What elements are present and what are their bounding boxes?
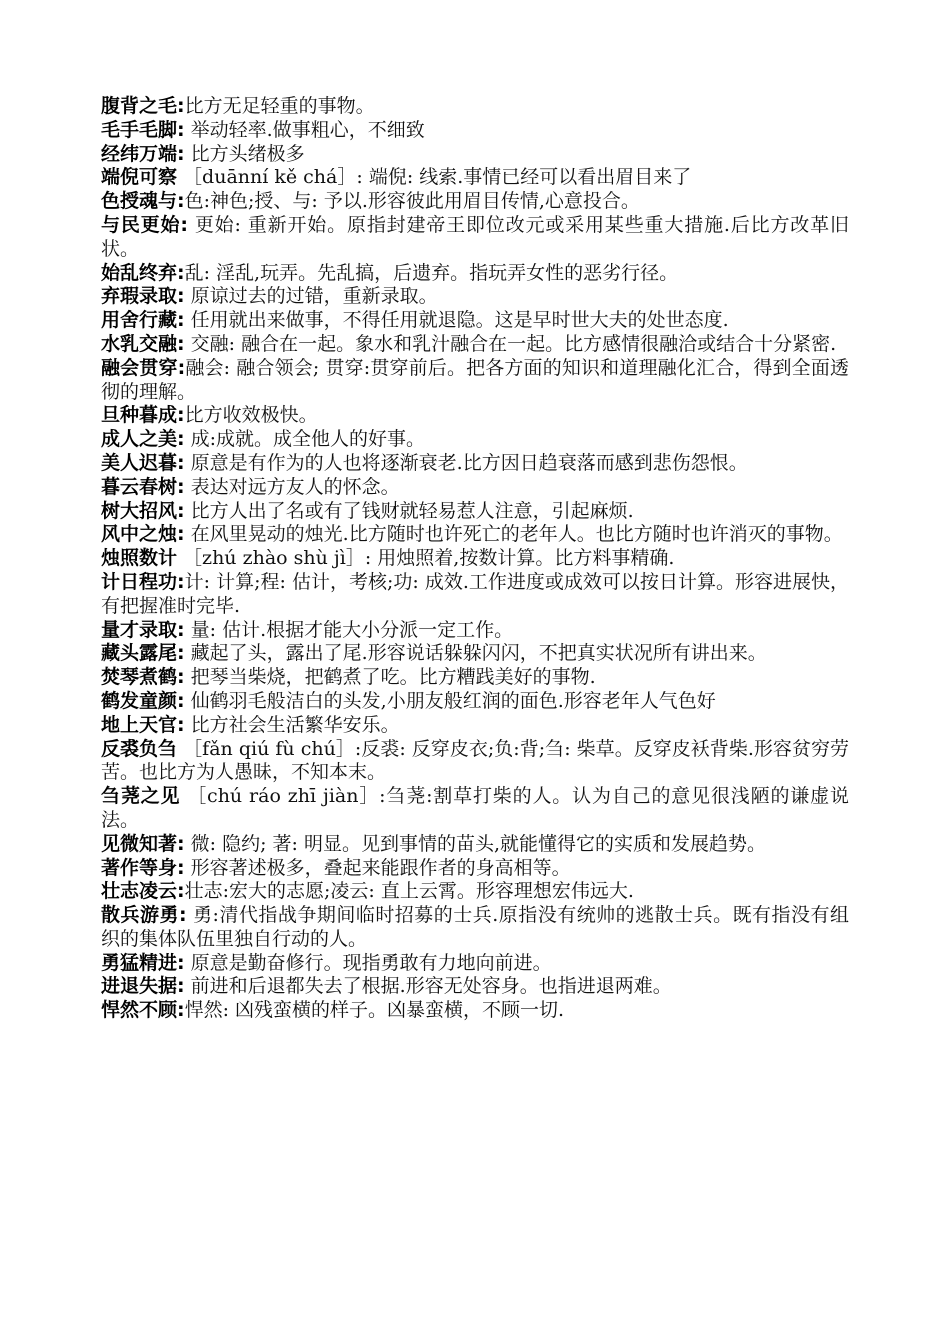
idiom-entry [101, 880, 849, 904]
idiom-term: 地上天官: [101, 713, 185, 736]
idiom-term: 毛手毛脚: [101, 118, 185, 141]
idiom-entry [101, 476, 849, 500]
idiom-entry [101, 975, 849, 999]
idiom-definition: 把琴当柴烧，把鹤煮了吃。比方糟践美好的事物. [184, 666, 596, 689]
idiom-term: 端倪可察 [101, 166, 178, 189]
idiom-term: 进退失据: [101, 975, 185, 998]
idiom-entry [101, 666, 849, 690]
idiom-term: 计日程功: [101, 570, 185, 593]
idiom-entry [101, 904, 849, 952]
idiom-term: 树大招风: [101, 499, 185, 522]
idiom-definition: 比方收效极快。 [184, 404, 318, 427]
idiom-term: 烛照数计 [101, 547, 178, 570]
idiom-term: 著作等身: [101, 856, 185, 879]
idiom-entry [101, 95, 849, 119]
idiom-definition: 在风里晃动的烛光.比方随时也许死亡的老年人。也比方随时也许消灭的事物。 [184, 523, 843, 546]
idiom-term: 反裘负刍 [101, 737, 178, 760]
idiom-definition: 更始: 重新开始。原指封建帝王即位改元或采用某些重大措施.后比方改革旧状。 [101, 213, 849, 260]
idiom-definition: ［fǎn qiú fù chú］:反裘: 反穿皮衣;负:背;刍: 柴草。反穿皮袄背柴.形容贫穷劳苦。也比方为人愚昧，不知本末。 [101, 737, 849, 784]
idiom-entry [101, 404, 849, 428]
idiom-entry [101, 571, 849, 619]
idiom-entry [101, 452, 849, 476]
idiom-term: 见微知著: [101, 832, 185, 855]
idiom-definition: 前进和后退都失去了根据.形容无处容身。也指进退两难。 [184, 975, 672, 998]
idiom-entry [101, 547, 849, 571]
idiom-term: 鹤发童颜: [101, 689, 185, 712]
idiom-definition: 比方无足轻重的事物。 [184, 95, 375, 117]
idiom-term: 色授魂与: [101, 190, 185, 213]
idiom-entry [101, 500, 849, 524]
idiom-definition: 形容著述极多，叠起来能跟作者的身高相等。 [184, 856, 571, 879]
idiom-entry [101, 166, 849, 190]
idiom-list [101, 95, 849, 1023]
idiom-entry [101, 119, 849, 143]
idiom-definition: 成:成就。成全他人的好事。 [184, 428, 426, 451]
idiom-definition: 比方社会生活繁华安乐。 [184, 713, 400, 736]
idiom-definition: 原意是勤奋修行。现指勇敢有力地向前进。 [184, 951, 552, 974]
idiom-entry [101, 333, 849, 357]
idiom-definition: 色:神色;授、与: 予以.形容彼此用眉目传情,心意投合。 [184, 190, 640, 213]
idiom-term: 用舍行藏: [101, 309, 185, 332]
idiom-term: 成人之美: [101, 428, 185, 451]
idiom-entry [101, 309, 849, 333]
idiom-term: 与民更始: [101, 213, 188, 236]
idiom-term: 旦种暮成: [101, 404, 185, 427]
idiom-definition: 微: 隐约; 著: 明显。见到事情的苗头,就能懂得它的实质和发展趋势。 [184, 832, 767, 855]
idiom-term: 散兵游勇: [101, 904, 187, 927]
idiom-definition: 悍然: 凶残蛮横的样子。凶暴蛮横，不顾一切. [184, 999, 565, 1022]
idiom-entry [101, 785, 849, 833]
idiom-definition: 勇:清代指战争期间临时招募的士兵.原指没有统帅的逃散士兵。既有指没有组织的集体队伍里独自行动的人。 [101, 904, 849, 950]
idiom-definition: 比方人出了名或有了钱财就轻易惹人注意，引起麻烦. [184, 499, 634, 522]
idiom-definition: 融会: 融合领会; 贯穿:贯穿前后。把各方面的知识和道理融化汇合，得到全面透彻的理解。 [101, 356, 849, 403]
idiom-entry [101, 690, 849, 714]
idiom-entry [101, 523, 849, 547]
idiom-definition: 量: 估计.根据才能大小分派一定工作。 [184, 618, 514, 641]
idiom-definition: ［duānní kě chá］: 端倪: 线索.事情已经可以看出眉目来了 [177, 166, 692, 189]
idiom-definition: 原谅过去的过错，重新录取。 [184, 285, 438, 308]
idiom-entry [101, 190, 849, 214]
idiom-definition: 壮志:宏大的志愿;凌云: 直上云霄。形容理想宏伟远大. [184, 880, 634, 903]
idiom-term: 量才录取: [101, 618, 185, 641]
idiom-definition: ［chú ráo zhī jiàn］:刍荛:割草打柴的人。认为自己的意见很浅陋的谦虚说法。 [101, 785, 849, 831]
idiom-entry [101, 143, 849, 167]
idiom-term: 焚琴煮鹤: [101, 666, 185, 689]
idiom-term: 暮云春树: [101, 475, 185, 498]
idiom-definition: ［zhú zhào shù jì］: 用烛照着,按数计算。比方料事精确. [177, 547, 675, 570]
idiom-term: 融会贯穿: [101, 356, 186, 379]
idiom-definition: 任用就出来做事，不得任用就退隐。这是早时世大夫的处世态度. [184, 309, 729, 332]
idiom-term: 藏头露尾: [101, 642, 185, 665]
idiom-entry [101, 952, 849, 976]
idiom-term: 勇猛精进: [101, 951, 185, 974]
idiom-definition: 仙鹤羽毛般洁白的头发,小朋友般红润的面色.形容老年人气色好 [184, 689, 716, 712]
idiom-entry [101, 285, 849, 309]
idiom-entry [101, 357, 849, 405]
idiom-term: 壮志凌云: [101, 880, 185, 903]
idiom-entry [101, 714, 849, 738]
idiom-definition: 表达对远方友人的怀念。 [184, 475, 400, 498]
idiom-entry [101, 214, 849, 262]
idiom-entry [101, 428, 849, 452]
idiom-entry [101, 262, 849, 286]
idiom-entry [101, 999, 849, 1023]
idiom-entry [101, 833, 849, 857]
idiom-term: 悍然不顾: [101, 999, 185, 1022]
idiom-term: 腹背之毛: [101, 95, 185, 117]
idiom-term: 美人迟暮: [101, 451, 185, 474]
idiom-entry [101, 857, 849, 881]
idiom-term: 弃瑕录取: [101, 285, 185, 308]
idiom-definition: 藏起了头，露出了尾.形容说话躲躲闪闪，不把真实状况所有讲出来。 [184, 642, 767, 665]
idiom-term: 刍荛之见 [101, 785, 181, 808]
idiom-term: 风中之烛: [101, 523, 185, 546]
idiom-definition: 交融: 融合在一起。象水和乳汁融合在一起。比方感情很融洽或结合十分紧密. [184, 332, 837, 355]
idiom-term: 水乳交融: [101, 332, 185, 355]
idiom-definition: 原意是有作为的人也将逐渐衰老.比方因日趋衰落而感到悲伤怨恨。 [184, 451, 748, 474]
idiom-term: 经纬万端: [101, 142, 185, 165]
idiom-definition: 比方头绪极多 [184, 142, 305, 165]
idiom-entry [101, 619, 849, 643]
idiom-entry [101, 738, 849, 786]
idiom-definition: 计: 计算;程: 估计，考核;功: 成效.工作进度或成效可以按日计算。形容进展快，有把握准时完毕. [101, 570, 849, 617]
idiom-entry [101, 642, 849, 666]
idiom-definition: 举动轻率.做事粗心，不细致 [184, 118, 425, 141]
idiom-term: 始乱终弃: [101, 261, 185, 284]
idiom-definition: 乱: 淫乱,玩弄。先乱搞，后遗弃。指玩弄女性的恶劣行径。 [184, 261, 679, 284]
